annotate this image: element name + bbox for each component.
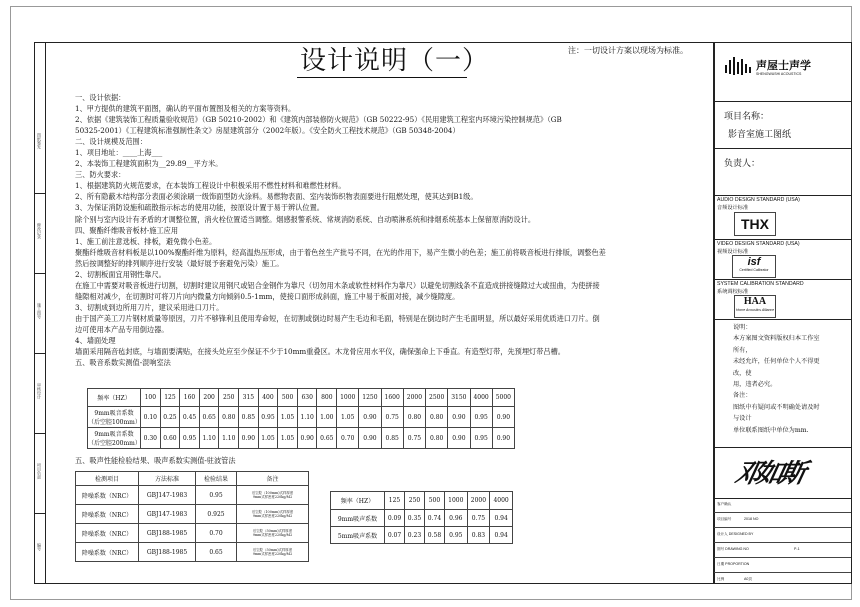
meta-key: 客户确认 (717, 502, 732, 506)
title-underline (297, 77, 467, 78)
strip-label: 修改记录 (37, 223, 42, 239)
brand-name: 声屋士声学 (756, 60, 811, 72)
freq-cell: 3150 (448, 389, 470, 407)
row-label (88, 407, 141, 428)
calibration-standard-cn: 系统调校标准 (717, 289, 749, 295)
value-cell: 0.90 (492, 428, 514, 449)
freq-cell: 500 (424, 492, 444, 510)
absorption-table-reverb (87, 388, 515, 449)
body-line: 1、项目地址：____上海___ (75, 148, 163, 158)
absorption-table-tube (330, 491, 513, 544)
remark-line: 9mm式样密度220kg/M2 (252, 552, 293, 556)
freq-cell: 1250 (359, 389, 381, 407)
signature: 邓如斯 (732, 459, 805, 489)
remark-line: 后空腔（50mm)式样厚度 (252, 548, 293, 552)
audio-standard-label: AUDIO DESIGN STANDARD (USA) (717, 197, 800, 203)
value-cell: 0.95 (180, 428, 200, 449)
body-line: 2、依据《建筑装饰工程质量验收规范》（GB 50210-2002）和《建筑内部装修防火规范》（GB 50222-95）《民用建筑工程室内环境污染控制规范》（GB (75, 115, 562, 125)
value-cell: 1.10 (297, 407, 317, 428)
strip-label: 图纸签发 (37, 133, 42, 149)
value-cell: 0.90 (297, 428, 317, 449)
thx-logo: THX (734, 212, 776, 236)
value-cell: 0.10 (141, 407, 161, 428)
value-cell: 0.65 (199, 407, 219, 428)
freq-cell: 125 (160, 389, 180, 407)
table-header-cell: 频率（HZ） (331, 492, 385, 510)
freq-cell: 2000 (467, 492, 490, 510)
value-cell: 0.65 (317, 428, 337, 449)
value-cell: 0.90 (448, 428, 470, 449)
value-cell: 0.83 (467, 527, 490, 544)
value-cell: 0.25 (160, 407, 180, 428)
row-label-line: 9mm吸音系数 (94, 431, 134, 438)
freq-cell: 160 (180, 389, 200, 407)
brand-logo (724, 55, 754, 81)
body-line: 50325-2001）《工程建筑标准强制性条文》房屋建筑部分（2002年版）。《安全防火工程技术规范》（GB 50348-2004） (75, 126, 460, 136)
row-label-line: 9mm吸音系数 (94, 410, 134, 417)
freq-cell: 125 (385, 492, 405, 510)
freq-cell: 400 (258, 389, 278, 407)
haa-logo (734, 295, 776, 318)
result-cell: 0.95 (196, 486, 237, 505)
body-line: 3、为保证消防设施和疏散指示标志的使用功能，按原设计置于易于辨认位置。 (75, 203, 324, 213)
body-line: 3、切割成到边所用刀片，建议采用进口刀片。 (75, 302, 224, 312)
remark-line: 9mm式样密度220kg/M2 (252, 514, 293, 518)
body-line: 2、切割板面宜用钢性靠尺。 (75, 269, 166, 279)
method-cell: GBJ188-1985 (139, 543, 196, 562)
table-header-cell: 频率（HZ） (88, 389, 141, 407)
value-cell: 0.85 (381, 428, 403, 449)
body-line: 四、聚酯纤维吸音板材-施工应用 (75, 225, 179, 235)
video-standard-label: VIDEO DESIGN STANDARD (USA) (717, 241, 800, 247)
haa-subtitle: Home Acoustics Alliance (735, 308, 775, 312)
value-cell: 1.05 (278, 428, 298, 449)
table-row (76, 486, 309, 505)
strip-label: 施工图号 (37, 303, 42, 319)
meta-key: 设计人 DESIGNED BY (717, 532, 754, 536)
body-line: 1、甲方提供的建筑平面图，确认的平面布置图及相关的方案等资料。 (75, 104, 296, 114)
note-line: 图纸中有疑问或不明确处请及时 (733, 403, 820, 411)
note-line: 改，使 (733, 369, 752, 377)
body-line: 由于国产美工刀片钢材质量等原因，刀片不够锋利且使用寿命短，在切割或倒边时易产生毛边和毛面，特别是在倒边时产生毛面明显，所以最好采用优质进口刀片。倒 (75, 313, 600, 323)
value-cell: 0.95 (444, 527, 467, 544)
remark-cell (237, 543, 309, 562)
meta-key: 项目编号 (717, 517, 732, 521)
left-title-strip (34, 42, 46, 584)
note-line: 未经允许，任何单位个人不得更 (733, 358, 820, 366)
value-cell: 0.75 (467, 510, 490, 527)
freq-cell: 4000 (470, 389, 492, 407)
note-line: 用，违者必究。 (733, 381, 777, 389)
body-line: 一、设计依据： (75, 93, 126, 102)
freq-cell: 200 (199, 389, 219, 407)
freq-cell: 630 (297, 389, 317, 407)
meta-row (714, 498, 851, 513)
row-label-line: （后空腔200mm） (88, 440, 141, 447)
copyright-notes (733, 322, 820, 436)
isf-logo (732, 255, 776, 278)
value-cell: 0.58 (424, 527, 444, 544)
meta-value: A0页 (744, 577, 752, 581)
note-line: 与设计 (733, 415, 752, 423)
value-cell: 0.30 (141, 428, 161, 449)
body-line: 边可使用本产品专用倒边器。 (75, 324, 169, 334)
row-label: 9mm吸声系数 (331, 510, 385, 527)
table-row (76, 543, 309, 562)
item-cell: 降噪系数（NRC） (76, 543, 139, 562)
body-line: 三、防火要求： (75, 170, 126, 180)
body-line: 除个别与室内设计有矛盾的才调整位置，消火栓位置适当调整。烟感报警系统、常规消防系统、自动喷淋系统和排烟系统基本上保留原消防设计。 (75, 214, 536, 224)
meta-row (714, 573, 851, 587)
value-cell: 1.10 (219, 428, 239, 449)
body-line: 在施工中需要对吸音板进行切割，切割时建议用钢尺或铝合金钢作为靠尺（切勿用木条或软性材料作为靠尺）以避免切割线条不直造成拼接缝隙过大或扭曲，为使拼接 (75, 280, 600, 290)
note-line: 单位联系图纸中单位为mm. (733, 426, 809, 434)
isf-mark: isf (747, 256, 761, 268)
value-cell: 0.80 (403, 407, 425, 428)
section-heading: 五、吸声性能检验结果、吸声系数实测值-驻波管法 (75, 456, 236, 465)
note-line: 备注： (733, 392, 752, 400)
body-line: 二、设计规模及范围： (75, 137, 147, 147)
freq-cell: 250 (404, 492, 424, 510)
method-cell: GBJ147-1983 (139, 486, 196, 505)
table-row (88, 407, 515, 428)
meta-row (714, 513, 851, 528)
method-cell: GBJ188-1985 (139, 524, 196, 543)
value-cell: 1.05 (337, 407, 359, 428)
value-cell: 0.85 (239, 407, 259, 428)
meta-value: P-1 (794, 547, 800, 551)
remark-cell (237, 524, 309, 543)
freq-cell: 500 (278, 389, 298, 407)
item-cell: 降噪系数（NRC） (76, 486, 139, 505)
table-row (76, 472, 309, 486)
value-cell: 0.90 (492, 407, 514, 428)
value-cell: 0.80 (219, 407, 239, 428)
freq-cell: 100 (141, 389, 161, 407)
body-line: 墙面采用隔音毡封底，与墙面要满贴，在接头处应至少保证不少于10mm重叠区。木龙骨应用水平仪，确保强命上下垂直。有造型灯带，先预埋灯带吕槽。 (75, 347, 565, 357)
value-cell: 0.07 (385, 527, 405, 544)
freq-cell: 2500 (426, 389, 448, 407)
body-line: 五、吸音系数实测值-混响室法 (75, 358, 171, 368)
note-line: 说明： (733, 324, 752, 331)
value-cell: 0.94 (490, 527, 513, 544)
value-cell: 0.70 (337, 428, 359, 449)
remark-line: 9mm式样密度220kg/M2 (252, 495, 293, 499)
value-cell: 0.74 (424, 510, 444, 527)
remark-cell (237, 505, 309, 524)
strip-label: 项目负责 (37, 463, 42, 479)
row-label: 5mm吸声系数 (331, 527, 385, 544)
meta-key: 图号 DRAWING NO (717, 547, 749, 551)
item-cell: 降噪系数（NRC） (76, 524, 139, 543)
value-cell: 0.75 (381, 407, 403, 428)
strip-label: 审核设计 (37, 383, 42, 399)
nrc-test-table (75, 471, 309, 562)
result-cell: 0.70 (196, 524, 237, 543)
note-line: 所有， (733, 346, 752, 354)
value-cell: 0.90 (448, 407, 470, 428)
remark-line: 后空腔（100mm)式样厚度 (251, 510, 294, 514)
calibration-standard-label: SYSTEM CALIBRATION STANDARD (717, 281, 804, 287)
meta-key: 比例 (717, 577, 725, 581)
design-notes-body (75, 92, 711, 368)
header-note: 注：一切设计方案以现场为标准。 (568, 46, 688, 55)
body-line: 2、本装饰工程建筑面积为__29.89__平方米。 (75, 159, 223, 169)
remark-line: 后空腔（100mm)式样厚度 (251, 491, 294, 495)
table-row (331, 492, 513, 510)
meta-table (714, 498, 851, 587)
value-cell: 0.95 (470, 407, 492, 428)
table-row (88, 389, 515, 407)
value-cell: 0.80 (426, 428, 448, 449)
row-label-line: （后空腔100mm） (88, 419, 141, 426)
value-cell: 1.05 (258, 428, 278, 449)
table-row (76, 505, 309, 524)
freq-cell: 315 (239, 389, 259, 407)
project-name: 影音室施工图纸 (728, 130, 792, 140)
value-cell: 0.23 (404, 527, 424, 544)
freq-cell: 1000 (337, 389, 359, 407)
strip-label: 编号 (37, 543, 42, 551)
table-header-cell: 检验结果 (196, 472, 237, 486)
result-cell: 0.65 (196, 543, 237, 562)
title-block (713, 42, 852, 584)
value-cell: 0.95 (470, 428, 492, 449)
freq-cell: 2000 (403, 389, 425, 407)
item-cell: 降噪系数（NRC） (76, 505, 139, 524)
body-line: 聚酯纤维吸音材料板是以100%聚酯纤维为原料，经高温热压形成，由于着色丝生产批号不同，在光的作用下，易产生微小的色差；施工前将吸音板进行排版，调整色差 (75, 247, 606, 257)
remark-line: 9mm式样密度220kg/M2 (252, 533, 293, 537)
value-cell: 0.90 (359, 407, 381, 428)
value-cell: 0.60 (160, 428, 180, 449)
isf-subtitle: Certified Calibrator (739, 268, 769, 272)
body-line: 缝隙相对减少，在切割时可将刀片向内微量方向倾斜0.5-1mm，使接口面形成斜面，施工中易于板面对接，减少缝隙度。 (75, 291, 460, 301)
project-label: 项目名称： (724, 112, 770, 122)
value-cell: 0.90 (359, 428, 381, 449)
meta-row (714, 528, 851, 543)
body-line: 4、墙面处理 (75, 336, 116, 346)
meta-row (714, 543, 851, 558)
value-cell: 0.94 (490, 510, 513, 527)
table-header-cell: 方法标准 (139, 472, 196, 486)
haa-mark: HAA (743, 296, 767, 307)
meta-key: 日期 PROPORTION (717, 562, 750, 566)
value-cell: 1.00 (317, 407, 337, 428)
result-cell: 0.925 (196, 505, 237, 524)
body-line: 1、根据建筑防火规范要求，在本装饰工程设计中积极采用不燃性材料和难燃性材料。 (75, 181, 346, 191)
value-cell: 0.45 (180, 407, 200, 428)
body-line: 然后按调整好的排列顺序进行安装（最好展予套避免污染）施工。 (75, 258, 284, 268)
waveform-icon (724, 55, 754, 77)
freq-cell: 800 (317, 389, 337, 407)
table-row (88, 428, 515, 449)
value-cell: 0.80 (426, 407, 448, 428)
page-title: 设计说明（一） (300, 46, 490, 76)
meta-value: 2018 NO (744, 517, 759, 521)
value-cell: 0.90 (239, 428, 259, 449)
value-cell: 0.75 (403, 428, 425, 449)
table-header-cell: 检测项目 (76, 472, 139, 486)
value-cell: 0.09 (385, 510, 405, 527)
body-line: 2、所有隐蔽木结构部分表面必须涂刷一级饰面型防火涂料。易燃物表面、室内装饰织物表面要进行阻燃处理，使其达到B1级。 (75, 192, 478, 202)
person-label: 负责人： (724, 159, 761, 169)
value-cell: 0.96 (444, 510, 467, 527)
table-row (76, 524, 309, 543)
remark-line: 后空腔（50mm)式样厚度 (252, 529, 293, 533)
remark-cell (237, 486, 309, 505)
table-row (331, 510, 513, 527)
freq-cell: 250 (219, 389, 239, 407)
value-cell: 1.05 (278, 407, 298, 428)
meta-row (714, 558, 851, 573)
video-standard-cn: 视频设计标准 (717, 249, 749, 255)
note-line: 本方案图文资料版权归本工作室 (733, 335, 820, 343)
audio-standard-cn: 音频设计标准 (717, 205, 749, 211)
brand-subtitle: SHENGWUSHI ACOUSTICS (756, 72, 802, 76)
value-cell: 0.35 (404, 510, 424, 527)
table-header-cell: 备注 (237, 472, 309, 486)
value-cell: 0.95 (258, 407, 278, 428)
freq-cell: 1000 (444, 492, 467, 510)
row-label (88, 428, 141, 449)
method-cell: GBJ147-1983 (139, 505, 196, 524)
table-row (331, 527, 513, 544)
freq-cell: 1600 (381, 389, 403, 407)
value-cell: 1.10 (199, 428, 219, 449)
body-line: 1、施工前注意选板、排板，避免微小色差。 (75, 236, 217, 246)
freq-cell: 5000 (492, 389, 514, 407)
freq-cell: 4000 (490, 492, 513, 510)
